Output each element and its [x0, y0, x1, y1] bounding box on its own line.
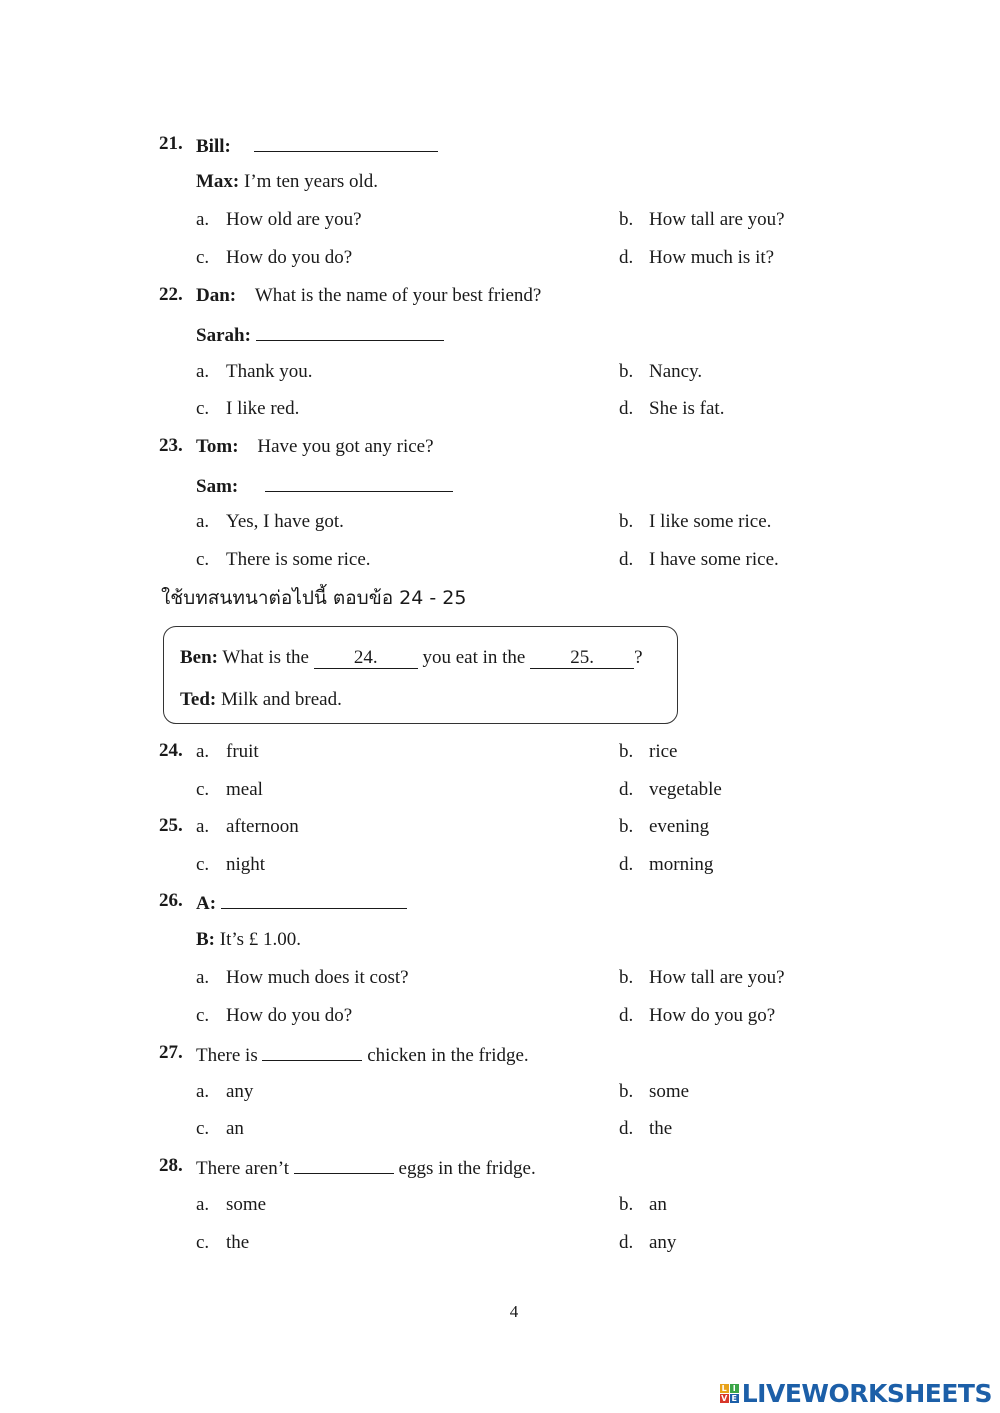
option-d[interactable]: d. the — [619, 1118, 673, 1139]
option-c[interactable]: c. an — [196, 1118, 244, 1139]
option-b[interactable]: b. some — [619, 1081, 690, 1102]
option-a[interactable]: a. Thank you. — [196, 361, 313, 382]
question-number: 27. — [159, 1042, 183, 1063]
speaker-label: Dan: — [196, 285, 237, 306]
speaker-label: Tom: — [196, 436, 239, 457]
instruction-text: ใช้บทสนทนาต่อไปนี้ ตอบข้อ 24 - 25 — [161, 587, 467, 609]
question-text: There aren’t — [196, 1158, 290, 1179]
speaker-label: B: — [196, 929, 215, 950]
option-d[interactable]: d. How much is it? — [619, 247, 775, 268]
question-text: What is the name of your best friend? — [254, 285, 542, 306]
response-text: It’s £ 1.00. — [219, 929, 302, 950]
question-number: 26. — [159, 890, 183, 911]
question-line — [196, 890, 407, 916]
option-b[interactable]: b. How tall are you? — [619, 209, 785, 230]
dialog-line-ted — [180, 688, 342, 712]
option-a[interactable]: a. any — [196, 1081, 254, 1102]
response-line — [196, 473, 453, 499]
option-c[interactable]: c. There is some rice. — [196, 549, 371, 570]
option-a[interactable]: a. fruit — [196, 741, 259, 762]
speaker-label: Bill: — [196, 136, 231, 157]
option-b[interactable]: b. I like some rice. — [619, 511, 772, 532]
speaker-label: Ben: — [180, 647, 218, 668]
speaker-label: A: — [196, 893, 217, 914]
question-number: 22. — [159, 284, 183, 305]
blank-25[interactable]: 25. — [530, 648, 634, 669]
dialog-line-ben — [180, 646, 643, 670]
dialog-text: Milk and bread. — [221, 689, 342, 710]
option-d[interactable]: d. any — [619, 1232, 677, 1253]
question-text: Have you got any rice? — [257, 436, 434, 457]
option-b[interactable]: b. How tall are you? — [619, 967, 785, 988]
speaker-label: Sam: — [196, 476, 239, 497]
dialog-text: What is the — [222, 647, 309, 668]
question-text: There is — [196, 1045, 258, 1066]
option-b[interactable]: b. an — [619, 1194, 667, 1215]
option-d[interactable]: d. How do you go? — [619, 1005, 776, 1026]
speaker-label: Sarah: — [196, 325, 251, 346]
response-line — [196, 928, 301, 952]
page-number: 4 — [509, 1302, 519, 1321]
question-number: 24. — [159, 740, 183, 761]
response-text: I’m ten years old. — [244, 171, 379, 192]
question-line — [196, 435, 434, 459]
answer-blank[interactable] — [254, 133, 438, 152]
option-a[interactable]: a. How old are you? — [196, 209, 362, 230]
option-b[interactable]: b. evening — [619, 816, 710, 837]
dialog-text: you eat in the — [422, 647, 526, 668]
option-a[interactable]: a. Yes, I have got. — [196, 511, 344, 532]
option-c[interactable]: c. How do you do? — [196, 247, 353, 268]
answer-blank[interactable] — [221, 890, 407, 909]
option-a[interactable]: a. How much does it cost? — [196, 967, 409, 988]
option-d[interactable]: d. I have some rice. — [619, 549, 779, 570]
option-d[interactable]: d. She is fat. — [619, 398, 725, 419]
answer-blank[interactable] — [265, 473, 453, 492]
question-line — [196, 133, 438, 159]
option-c[interactable]: c. How do you do? — [196, 1005, 353, 1026]
question-number: 23. — [159, 435, 183, 456]
question-text: eggs in the fridge. — [398, 1158, 536, 1179]
question-text: chicken in the fridge. — [367, 1045, 529, 1066]
option-a[interactable]: a. afternoon — [196, 816, 299, 837]
option-c[interactable]: c. I like red. — [196, 398, 300, 419]
liveworksheets-icon: L I V E — [721, 1383, 737, 1403]
dialog-text: ? — [634, 647, 643, 668]
question-line — [196, 284, 541, 308]
question-number: 21. — [159, 133, 183, 154]
question-number: 25. — [159, 815, 183, 836]
answer-blank[interactable] — [262, 1042, 362, 1061]
question-line — [196, 1042, 529, 1068]
option-d[interactable]: d. morning — [619, 854, 714, 875]
speaker-label: Max: — [196, 171, 240, 192]
option-b[interactable]: b. rice — [619, 741, 678, 762]
brand-name: LIVEWORKSHEETS — [741, 1378, 992, 1408]
option-c[interactable]: c. night — [196, 854, 266, 875]
response-line — [196, 322, 444, 348]
question-line — [196, 1155, 536, 1181]
response-line — [196, 170, 378, 194]
option-c[interactable]: c. the — [196, 1232, 250, 1253]
option-c[interactable]: c. meal — [196, 779, 263, 800]
speaker-label: Ted: — [180, 689, 217, 710]
answer-blank[interactable] — [294, 1155, 394, 1174]
option-d[interactable]: d. vegetable — [619, 779, 722, 800]
answer-blank[interactable] — [256, 322, 444, 341]
blank-24[interactable]: 24. — [314, 648, 418, 669]
liveworksheets-logo[interactable] — [720, 1378, 992, 1408]
option-b[interactable]: b. Nancy. — [619, 361, 703, 382]
question-number: 28. — [159, 1155, 183, 1176]
option-a[interactable]: a. some — [196, 1194, 267, 1215]
